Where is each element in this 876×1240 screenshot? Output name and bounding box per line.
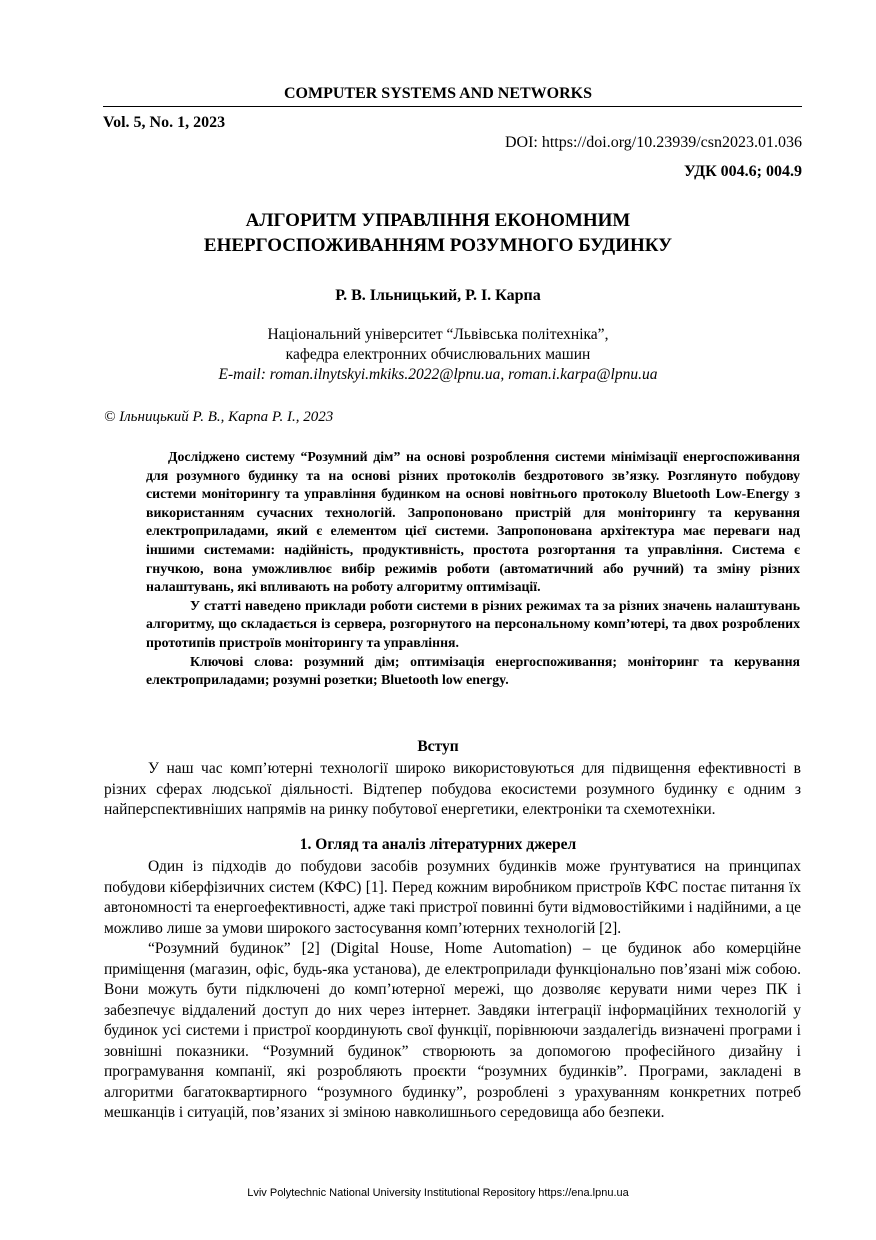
- abstract-paragraph-2: У статті наведено приклади роботи системи в різних режимах та за різних значень налаштувань алгоритму, що складається із сервера, розгорнутого на персональному комп’ютері, та двох розроблених прототипів пристроїв моніторингу та управління.: [146, 597, 800, 650]
- journal-title: COMPUTER SYSTEMS AND NETWORKS: [283, 85, 593, 102]
- section-1-text: [104, 857, 801, 1124]
- copyright: © Ільницький Р. В., Карпа Р. І., 2023: [104, 409, 334, 425]
- article-title-line-2: ЕНЕРГОСПОЖИВАННЯМ РОЗУМНОГО БУДИНКУ: [203, 235, 673, 256]
- section-1-paragraph-2: “Розумний будинок” [2] (Digital House, Home Automation) – це будинок або комерційне приміщення (магазин, офіс, будь-яка установа), де електроприлади функціонально пов’язані між собою. Вони можуть бути підключені до комп’ютерної мережі, що дозволяє керувати ними через ПК і забезпечує віддалений доступ до них через інтернет. Завдяки інтеграції інформаційних технологій у будинок усі системи і пристрої координують свої функції, порівнюючи заздалегідь визначені програми і зовнішні показники. “Розумний будинок” створюють за допомогою професійного дизайну і програмування компанії, які розробляють проєкти “розумних будинків”. Програми, закладені в алгоритми багатоквартирного “розумного будинку”, розроблені з урахуванням конкретних потреб мешканців і ситуацій, пов’язаних зі зміною навколишнього середовища або безпеки.: [104, 940, 801, 1121]
- section-1-paragraph-1: Один із підходів до побудови засобів розумних будинків може ґрунтуватися на принципах побудови кіберфізичних систем (КФС) [1]. Перед кожним виробником пристроїв КФС постає питання їх автономності та енергоефективності, адже такі пристрої повинні бути відмовостійкими і надійними, а це можливо лише за умови широкого застосування комп’ютерних технологій [2].: [104, 858, 801, 937]
- abstract-paragraph-1: Досліджено систему “Розумний дім” на основі розроблення системи мінімізації енергоспоживання для розумного будинку та на основі різних протоколів бездротового зв’язку. Розглянуто побудову системи моніторингу та управління будинком на основі новітнього протоколу Bluetooth Low-Energy з використанням сучасних технологій. Запропоновано пристрій для моніторингу та керування електроприладами, який є елементом цієї системи. Запропонована архітектура має переваги над іншими системами: надійність, продуктивність, простота розгортання та управління. Система є гнучкою, вона уможливлює вибір режимів роботи (автоматичний або ручний) та зміну різних налаштувань, які впливають на роботу алгоритму оптимізації.: [146, 449, 800, 595]
- article-title-line-1: АЛГОРИТМ УПРАВЛІННЯ ЕКОНОМНИМ: [245, 210, 631, 231]
- section-heading-1: 1. Огляд та аналіз літературних джерел: [299, 836, 577, 853]
- header-rule: [103, 106, 802, 107]
- abstract: [146, 448, 800, 690]
- repository-footer: Lviv Polytechnic National University Institutional Repository https://ena.lpnu.ua: [247, 1187, 629, 1199]
- udk-code: УДК 004.6; 004.9: [683, 163, 802, 180]
- keywords: Ключові слова: розумний дім; оптимізація енергоспоживання; моніторинг та керування електроприладами; розумні розетки; Bluetooth low energy.: [146, 653, 800, 688]
- intro-paragraph-1: У наш час комп’ютерні технології широко використовуються для підвищення ефективності в різних сферах людської діяльності. Відтепер побудова екосистеми розумного будинку є одним з найперспективніших напрямів на ринку побутової енергетики, електроніки та схемотехніки.: [104, 760, 801, 818]
- article-title: [0, 208, 876, 258]
- affiliation-university: Національний університет “Львівська політехніка”,: [267, 326, 609, 343]
- intro-text: [104, 759, 801, 821]
- section-heading-intro: Вступ: [417, 738, 459, 755]
- authors: Р. В. Ільницький, Р. І. Карпа: [335, 287, 541, 304]
- volume-info: Vol. 5, No. 1, 2023: [103, 114, 226, 131]
- affiliation: [0, 325, 876, 385]
- affiliation-department: кафедра електронних обчислювальних машин: [285, 346, 591, 363]
- author-emails[interactable]: E-mail: roman.ilnytskyi.mkiks.2022@lpnu.ua, roman.i.karpa@lpnu.ua: [218, 366, 658, 383]
- doi-link[interactable]: DOI: https://doi.org/10.23939/csn2023.01.036: [504, 134, 802, 151]
